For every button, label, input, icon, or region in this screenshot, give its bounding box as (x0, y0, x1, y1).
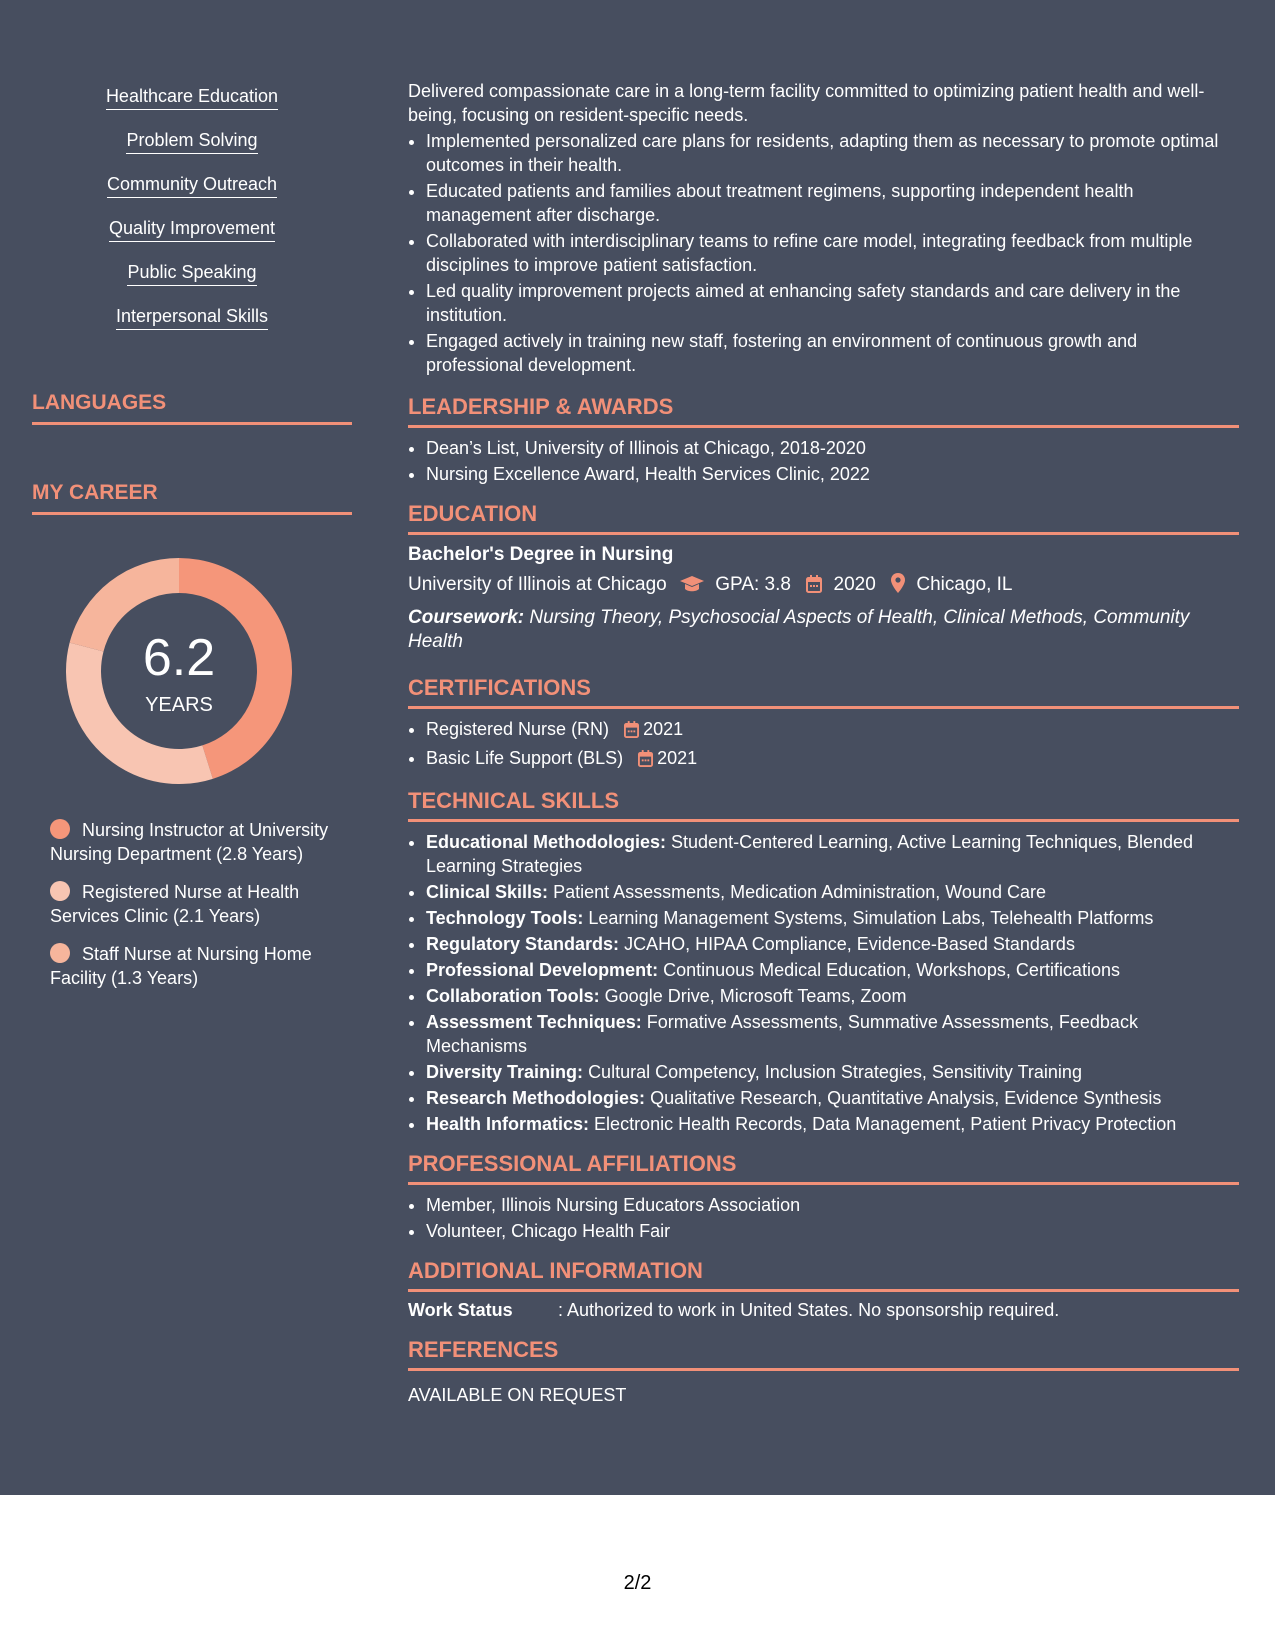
career-heading: MY CAREER (32, 480, 352, 515)
work-status (408, 1298, 1239, 1322)
skill-label: Research Methodologies: (426, 1088, 646, 1108)
technical-skill-item (426, 984, 1239, 1008)
career-item-text: Staff Nurse at Nursing Home Facility (1.3 Years) (50, 944, 312, 988)
technical-skill-item (426, 1112, 1239, 1136)
technical-skill-item (426, 1086, 1239, 1110)
experience-summary: Delivered compassionate care in a long-term facility committed to optimizing patient health and well-being, focusing on resident-specific needs. (408, 81, 1205, 125)
affiliation-item: • Member, Illinois Nursing Educators Association (426, 1193, 1239, 1217)
technical-skill-item (426, 1060, 1239, 1084)
technical-skill-item (426, 880, 1239, 904)
technical-skill-item (426, 932, 1239, 956)
career-item-text: Nursing Instructor at University Nursing Department (2.8 Years) (50, 820, 329, 864)
career-legend (50, 818, 340, 1004)
skill-item: Problem Solving (126, 129, 257, 154)
work-status-label: Work Status (408, 1300, 513, 1320)
work-status-value: : Authorized to work in United States. No sponsorship required. (558, 1300, 1060, 1320)
legend-dot (50, 819, 70, 839)
skill-label: Clinical Skills: (426, 882, 549, 902)
awards-list (408, 436, 1239, 486)
skill-value: Continuous Medical Education, Workshops, Certifications (663, 960, 1120, 980)
career-legend-item (50, 880, 340, 928)
certifications-heading: CERTIFICATIONS (408, 674, 1239, 709)
coursework-label: Coursework: (408, 607, 525, 628)
certification-year: 2021 (643, 719, 684, 739)
award-item: • Dean’s List, University of Illinois at Chicago, 2018-2020 (426, 436, 1239, 460)
certification-name: Registered Nurse (RN) (426, 719, 610, 739)
skill-item: Interpersonal Skills (116, 305, 268, 330)
experience-bullets (408, 129, 1239, 377)
skill-label: Diversity Training: (426, 1062, 584, 1082)
skill-value: Qualitative Research, Quantitative Analysis, Evidence Synthesis (650, 1088, 1162, 1108)
main-content (408, 0, 1239, 1407)
graduation-cap-icon (680, 575, 704, 600)
calendar-icon (806, 575, 822, 600)
skill-label: Regulatory Standards: (426, 934, 620, 954)
career-donut-center (66, 558, 292, 784)
skill-item: Community Outreach (107, 173, 277, 198)
references-text: AVAILABLE ON REQUEST (408, 1385, 627, 1405)
experience-bullet: • Led quality improvement projects aimed at enhancing safety standards and care delivery in the institution. (426, 279, 1239, 327)
coursework (408, 606, 1239, 654)
technical-skill-item (426, 958, 1239, 982)
award-item: • Nursing Excellence Award, Health Services Clinic, 2022 (426, 462, 1239, 486)
technical-skills-heading: TECHNICAL SKILLS (408, 787, 1239, 822)
certification-item (426, 717, 1239, 744)
experience-bullet: • Collaborated with interdisciplinary teams to refine care model, integrating feedback from multiple disciplines to improve patient satisfaction. (426, 229, 1239, 277)
page-number: 2/2 (623, 1572, 652, 1594)
awards-heading: LEADERSHIP & AWARDS (408, 393, 1239, 428)
career-years-label: YEARS (145, 694, 213, 716)
school-name: University of Illinois at Chicago (408, 574, 667, 595)
location-pin-icon (891, 573, 905, 600)
gpa: GPA: 3.8 (715, 574, 791, 595)
career-legend-item (50, 942, 340, 990)
skill-label: Educational Methodologies: (426, 832, 667, 852)
additional-info-heading: ADDITIONAL INFORMATION (408, 1257, 1239, 1292)
skill-value: Electronic Health Records, Data Management, Patient Privacy Protection (594, 1114, 1177, 1134)
references-heading: REFERENCES (408, 1336, 1239, 1371)
legend-dot (50, 881, 70, 901)
career-item-text: Registered Nurse at Health Services Clinic (2.1 Years) (50, 882, 300, 926)
career-legend-item (50, 818, 340, 866)
degree-title: Bachelor's Degree in Nursing (408, 544, 674, 565)
legend-dot (50, 943, 70, 963)
skill-label: Assessment Techniques: (426, 1012, 642, 1032)
languages-heading: LANGUAGES (32, 390, 352, 425)
technical-skill-item (426, 830, 1239, 878)
certification-item (426, 746, 1239, 773)
skill-label: Health Informatics: (426, 1114, 590, 1134)
experience-bullet: • Engaged actively in training new staff, fostering an environment of continuous growth and professional development. (426, 329, 1239, 377)
skill-value: Student-Centered Learning, Active Learning Techniques, Blended Learning Strategies (426, 832, 1194, 876)
education-location: Chicago, IL (916, 574, 1013, 595)
coursework-text: Nursing Theory, Psychosocial Aspects of Health, Clinical Methods, Community Health (408, 607, 1190, 652)
skill-label: Collaboration Tools: (426, 986, 600, 1006)
certification-year: 2021 (657, 748, 698, 768)
skill-item: Healthcare Education (106, 85, 278, 110)
technical-skills-list (408, 830, 1239, 1136)
affiliations-list (408, 1193, 1239, 1243)
skill-item: Public Speaking (127, 261, 256, 286)
technical-skill-item (426, 906, 1239, 930)
experience-bullet: • Implemented personalized care plans for residents, adapting them as necessary to promote optimal outcomes in their health. (426, 129, 1239, 177)
skill-item: Quality Improvement (109, 217, 275, 242)
sidebar (32, 0, 352, 988)
skill-label: Professional Development: (426, 960, 659, 980)
experience-bullet: • Educated patients and families about treatment regimens, supporting independent health management after discharge. (426, 179, 1239, 227)
skill-value: Cultural Competency, Inclusion Strategies, Sensitivity Training (588, 1062, 1082, 1082)
certifications-list (408, 717, 1239, 773)
education-meta (408, 573, 1239, 600)
calendar-icon (624, 720, 639, 744)
skill-value: Learning Management Systems, Simulation Labs, Telehealth Platforms (588, 908, 1154, 928)
skill-value: Google Drive, Microsoft Teams, Zoom (604, 986, 907, 1006)
skills-list (32, 85, 352, 330)
graduation-year: 2020 (833, 574, 876, 595)
affiliations-heading: PROFESSIONAL AFFILIATIONS (408, 1150, 1239, 1185)
skill-value: Formative Assessments, Summative Assessments, Feedback Mechanisms (426, 1012, 1138, 1056)
skill-value: Patient Assessments, Medication Administration, Wound Care (553, 882, 1046, 902)
skill-value: JCAHO, HIPAA Compliance, Evidence-Based Standards (624, 934, 1075, 954)
career-years-value: 6.2 (142, 629, 216, 687)
calendar-icon (638, 749, 653, 773)
affiliation-item: • Volunteer, Chicago Health Fair (426, 1219, 1239, 1243)
certification-name: Basic Life Support (BLS) (426, 748, 624, 768)
education-heading: EDUCATION (408, 500, 1239, 535)
skill-label: Technology Tools: (426, 908, 584, 928)
technical-skill-item (426, 1010, 1239, 1058)
